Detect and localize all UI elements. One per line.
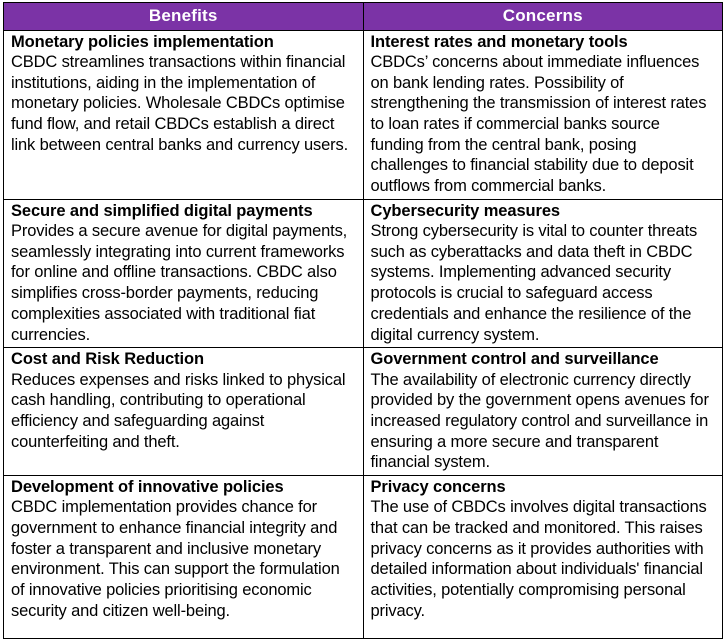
cell-body: CBDC implementation provides chance for government to enhance financial integrity and foster a transparent and inclusive monetary environment. This can support the formulation of innovative policies prioritising economic security and citizen well-being. [11, 498, 340, 620]
cell-body: CBDCs’ concerns about immediate influences on bank lending rates. Possibility of strengthening the transmission of interest rates to loan rates if commercial banks source funding from the central bank, posing challenges to financial stability due to deposit outflows from commercial banks. [370, 52, 707, 196]
cell-title: Development of innovative policies [11, 478, 284, 497]
table-body [4, 30, 723, 639]
cell-body: Provides a secure avenue for digital payments, seamlessly integrating into current frameworks for online and offline transactions. CBDC also simplifies cross-border payments, reducing complexities associated with traditional fiat currencies. [11, 222, 348, 344]
table-row [4, 199, 723, 348]
cell-body: Reduces expenses and risks linked to physical cash handling, contributing to operational efficiency and safeguarding against counterfeiting and theft. [11, 370, 346, 451]
cell-body: Strong cybersecurity is vital to counter threats such as cyberattacks and data theft in CBDC systems. Implementing advanced security protocols is crucial to safeguard access credentials and enhance the resilience of the digital currency system. [370, 222, 698, 344]
cell-title: Cost and Risk Reduction [11, 350, 204, 369]
cell-concerns-2 [363, 199, 723, 348]
table-header-row [4, 3, 723, 31]
table-row [4, 30, 723, 199]
cell-body: The use of CBDCs involves digital transactions that can be tracked and monitored. This raises privacy concerns as it provides authorities with detailed information about individuals' financial activities, potentially compromising personal privacy. [370, 498, 707, 620]
table-header [4, 3, 723, 31]
cell-body: The availability of electronic currency directly provided by the government opens avenues for increased regulatory control and surveillance in ensuring a more secure and transparent financial system. [370, 370, 709, 472]
table-row [4, 348, 723, 476]
cell-title: Interest rates and monetary tools [370, 32, 628, 51]
table-row [4, 476, 723, 639]
cell-body: CBDC streamlines transactions within financial institutions, aiding in the implementation of monetary policies. Wholesale CBDCs optimise fund flow, and retail CBDCs establish a direct link between central banks and currency users. [11, 52, 349, 154]
cell-title: Cybersecurity measures [370, 201, 560, 220]
cell-concerns-4 [363, 476, 723, 639]
cell-title: Privacy concerns [370, 478, 506, 497]
cell-title: Secure and simplified digital payments [11, 201, 313, 220]
cell-concerns-1 [363, 30, 723, 199]
cell-benefits-3 [4, 348, 364, 476]
column-header-concerns: Concerns [363, 3, 723, 31]
cbdc-benefits-concerns-table [3, 2, 723, 639]
cell-title: Monetary policies implementation [11, 32, 274, 51]
cell-title: Government control and surveillance [370, 350, 659, 369]
cell-benefits-1 [4, 30, 364, 199]
cell-benefits-2 [4, 199, 364, 348]
column-header-benefits: Benefits [4, 3, 364, 31]
cell-concerns-3 [363, 348, 723, 476]
cell-benefits-4 [4, 476, 364, 639]
